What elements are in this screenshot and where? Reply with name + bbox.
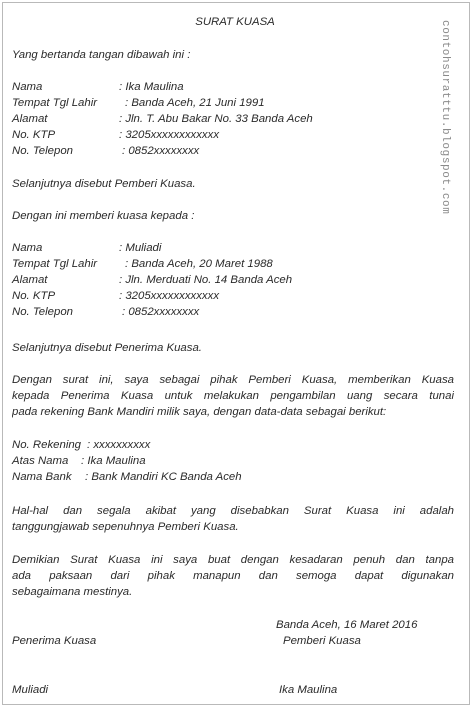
field-value: : Jln. T. Abu Bakar No. 33 Banda Aceh <box>119 113 313 125</box>
grantor-closing: Selanjutnya disebut Pemberi Kuasa. <box>12 178 196 190</box>
field-value: : Muliadi <box>119 242 162 254</box>
paragraph-line: Dengan surat ini, saya sebagai pihak Pemberi Kuasa, memberikan Kuasa <box>12 374 454 386</box>
signer-role-grantor: Pemberi Kuasa <box>283 635 361 647</box>
field-label: No. KTP <box>12 290 56 302</box>
responsibility-paragraph <box>12 503 454 535</box>
field-value: : 3205xxxxxxxxxxxx <box>119 129 220 141</box>
purpose-paragraph <box>12 372 454 420</box>
paragraph-line: kepada Penerima Kuasa untuk melakukan pengambilan uang secara tunai <box>12 390 454 402</box>
paragraph-line: Demikian Surat Kuasa ini saya buat dengan kesadaran penuh dan tanpa <box>12 554 454 566</box>
field-label: Nama <box>12 81 43 93</box>
paragraph-line: Hal-hal dan segala akibat yang disebabkan Surat Kuasa ini adalah <box>12 505 454 517</box>
field-value: : Banda Aceh, 20 Maret 1988 <box>125 258 273 270</box>
paragraph-line: sebagaimana mestinya. <box>12 586 133 598</box>
field-label: Nama Bank <box>12 471 72 483</box>
signer-name-grantee: Muliadi <box>12 684 49 696</box>
field-label: No. Rekening <box>12 439 82 451</box>
grant-intro: Dengan ini memberi kuasa kepada : <box>12 210 195 222</box>
place-date: Banda Aceh, 16 Maret 2016 <box>276 619 418 631</box>
intro-text: Yang bertanda tangan dibawah ini : <box>12 49 191 61</box>
field-value: : 3205xxxxxxxxxxxx <box>119 290 220 302</box>
paragraph-line: pada rekening Bank Mandiri milik saya, dengan data-data sebagai berikut: <box>12 406 387 418</box>
document-title: SURAT KUASA <box>195 16 275 28</box>
field-value: : Ika Maulina <box>81 455 146 467</box>
watermark: contohsuratttu.blogspot.com <box>439 20 451 215</box>
field-value: : 0852xxxxxxxx <box>122 145 200 157</box>
field-label: Alamat <box>12 274 48 286</box>
closing-paragraph <box>12 552 454 600</box>
field-label: No. KTP <box>12 129 56 141</box>
field-label: No. Telepon <box>12 145 74 157</box>
field-label: Tempat Tgl Lahir <box>12 97 98 109</box>
signer-role-grantee: Penerima Kuasa <box>12 635 97 647</box>
field-value: : Banda Aceh, 21 Juni 1991 <box>125 97 265 109</box>
signer-name-grantor: Ika Maulina <box>279 684 338 696</box>
field-value: : Jln. Merduati No. 14 Banda Aceh <box>119 274 293 286</box>
field-label: Nama <box>12 242 43 254</box>
field-value: : Ika Maulina <box>119 81 184 93</box>
field-value: : xxxxxxxxxx <box>87 439 151 451</box>
field-label: No. Telepon <box>12 306 74 318</box>
field-label: Alamat <box>12 113 48 125</box>
field-label: Atas Nama <box>12 455 69 467</box>
field-label: Tempat Tgl Lahir <box>12 258 98 270</box>
paragraph-line: ada paksaan dari pihak manapun dan semoga dapat digunakan <box>12 570 454 582</box>
paragraph-line: tanggungjawab sepenuhnya Pemberi Kuasa. <box>12 521 239 533</box>
field-value: : Bank Mandiri KC Banda Aceh <box>85 471 242 483</box>
field-value: : 0852xxxxxxxx <box>122 306 200 318</box>
grantee-closing: Selanjutnya disebut Penerima Kuasa. <box>12 342 202 354</box>
